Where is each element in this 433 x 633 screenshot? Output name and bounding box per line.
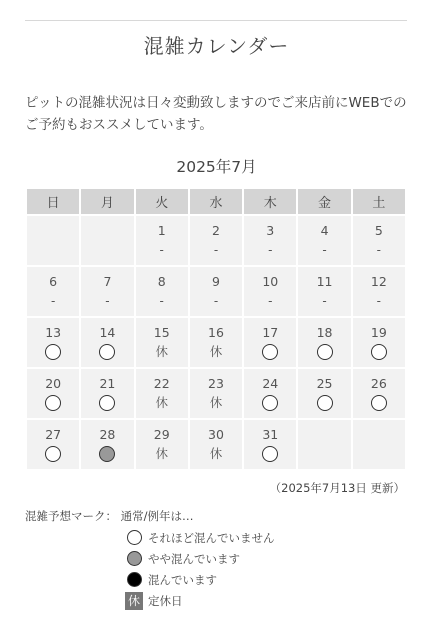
weekday-header-row (27, 189, 405, 214)
calendar-day-cell (27, 369, 79, 418)
congestion-mark (244, 394, 296, 412)
legend-text: 混んでいます (148, 572, 217, 587)
calendar-day-cell (244, 267, 296, 316)
updated-note: （2025年7月13日 更新） (269, 481, 405, 495)
calendar-day-cell (190, 420, 242, 469)
day-number: 17 (262, 324, 279, 340)
day-number: 28 (99, 426, 116, 442)
calendar-day-cell (190, 267, 242, 316)
congestion-mark (353, 394, 405, 412)
calendar-day-cell (244, 420, 296, 469)
legend-text: 定休日 (148, 593, 183, 608)
legend-mark (125, 592, 143, 610)
intro-text: ピットの混雑状況は日々変動致しますのでご来店前にWEBでのご予約もおススメしています。 (25, 95, 407, 133)
no-data-mark: - (376, 293, 382, 308)
not-crowded-icon (99, 344, 115, 360)
calendar-week-row (27, 216, 405, 265)
day-number: 14 (99, 324, 116, 340)
crowded-icon (127, 572, 142, 587)
calendar-day-cell (136, 420, 188, 469)
holiday-mark: 休 (155, 343, 168, 359)
not-crowded-icon (317, 344, 333, 360)
calendar-day-cell (353, 267, 405, 316)
legend-mark (125, 551, 143, 566)
legend-text: やや混んでいます (148, 551, 240, 566)
day-number: 9 (212, 273, 220, 289)
day-number: 8 (157, 273, 166, 289)
holiday-badge: 休 (125, 592, 143, 610)
calendar-week-row (27, 369, 405, 418)
congestion-mark (81, 343, 133, 361)
calendar-day-cell (81, 369, 133, 418)
calendar-day-cell (190, 216, 242, 265)
not-crowded-icon (371, 344, 387, 360)
congestion-mark (298, 394, 350, 412)
day-number: 27 (45, 426, 62, 442)
not-crowded-icon (371, 395, 387, 411)
calendar-day-cell (190, 318, 242, 367)
calendar-day-cell (27, 267, 79, 316)
legend-item (125, 527, 275, 548)
no-data-mark: - (213, 242, 219, 257)
day-number: 19 (370, 324, 387, 340)
day-number: 11 (316, 273, 333, 289)
holiday-mark: 休 (155, 394, 168, 410)
day-number: 7 (103, 273, 112, 289)
calendar-day-cell (27, 318, 79, 367)
no-data-mark: - (213, 293, 219, 308)
calendar-day-cell (353, 369, 405, 418)
day-number: 25 (316, 375, 333, 391)
day-number: 1 (157, 222, 166, 238)
calendar-body (27, 216, 405, 469)
no-data-mark: - (322, 293, 327, 308)
day-number: 24 (262, 375, 279, 391)
no-data-mark: - (159, 242, 164, 257)
congestion-mark (353, 343, 405, 361)
legend-label: 混雑予想マーク： 通常/例年は… (25, 509, 194, 523)
holiday-mark: 休 (209, 445, 223, 461)
day-number: 3 (266, 222, 275, 238)
not-crowded-icon (45, 446, 61, 462)
no-data-mark: - (105, 293, 110, 308)
calendar-empty-cell (27, 216, 79, 265)
not-crowded-icon (45, 395, 61, 411)
no-data-mark: - (50, 293, 56, 308)
calendar-week-row (27, 267, 405, 316)
calendar-day-cell (81, 420, 133, 469)
calendar-day-cell (136, 318, 188, 367)
legend-text: それほど混んでいません (148, 530, 275, 545)
no-data-mark: - (159, 293, 164, 308)
congestion-mark (244, 343, 296, 361)
legend-item (125, 569, 275, 590)
calendar-day-cell (353, 216, 405, 265)
day-number: 18 (316, 324, 333, 340)
not-crowded-icon (262, 446, 278, 462)
day-number: 13 (45, 324, 62, 340)
weekday-header: 月 (81, 189, 133, 214)
weekday-header: 金 (298, 189, 350, 214)
legend (125, 527, 275, 611)
congestion-mark (81, 445, 133, 463)
somewhat-crowded-icon (127, 551, 142, 566)
calendar-day-cell (298, 216, 350, 265)
not-crowded-icon (99, 395, 115, 411)
day-number: 22 (153, 375, 170, 391)
somewhat-crowded-icon (99, 446, 115, 462)
calendar-empty-cell (298, 420, 350, 469)
day-number: 23 (208, 375, 224, 391)
calendar-day-cell (298, 267, 350, 316)
congestion-mark (27, 394, 79, 412)
day-number: 31 (262, 426, 279, 442)
legend-mark (125, 572, 143, 587)
calendar-empty-cell (81, 216, 133, 265)
day-number: 16 (208, 324, 224, 340)
not-crowded-icon (127, 530, 142, 545)
month-label: 2025年7月 (176, 158, 257, 176)
congestion-mark (27, 445, 79, 463)
weekday-header: 日 (27, 189, 79, 214)
not-crowded-icon (317, 395, 333, 411)
day-number: 4 (320, 222, 329, 238)
calendar-week-row (27, 420, 405, 469)
calendar-day-cell (353, 318, 405, 367)
holiday-mark: 休 (209, 343, 223, 359)
calendar-day-cell (136, 216, 188, 265)
congestion-mark (244, 445, 296, 463)
day-number: 30 (208, 426, 224, 442)
legend-item (125, 590, 275, 611)
calendar-day-cell (244, 318, 296, 367)
weekday-header: 土 (353, 189, 405, 214)
calendar-day-cell (81, 318, 133, 367)
not-crowded-icon (45, 344, 61, 360)
day-number: 10 (262, 273, 279, 289)
day-number: 5 (374, 222, 383, 238)
not-crowded-icon (262, 395, 278, 411)
top-divider (25, 20, 407, 21)
congestion-mark (81, 394, 133, 412)
holiday-mark: 休 (155, 445, 168, 461)
congestion-mark (298, 343, 350, 361)
calendar-day-cell (136, 267, 188, 316)
legend-item (125, 548, 275, 569)
day-number: 2 (212, 222, 220, 238)
weekday-header: 水 (190, 189, 242, 214)
not-crowded-icon (262, 344, 278, 360)
calendar-day-cell (298, 369, 350, 418)
holiday-mark: 休 (209, 394, 223, 410)
day-number: 26 (370, 375, 387, 391)
calendar-week-row (27, 318, 405, 367)
no-data-mark: - (376, 242, 382, 257)
legend-mark (125, 530, 143, 545)
day-number: 20 (45, 375, 62, 391)
calendar-day-cell (244, 369, 296, 418)
day-number: 15 (153, 324, 170, 340)
weekday-header: 木 (244, 189, 296, 214)
calendar-day-cell (81, 267, 133, 316)
calendar-empty-cell (353, 420, 405, 469)
no-data-mark: - (268, 242, 273, 257)
no-data-mark: - (322, 242, 327, 257)
day-number: 12 (370, 273, 387, 289)
congestion-mark (27, 343, 79, 361)
calendar-day-cell (27, 420, 79, 469)
calendar-day-cell (298, 318, 350, 367)
calendar-day-cell (244, 216, 296, 265)
page-title: 混雑カレンダー (143, 34, 290, 58)
congestion-calendar (25, 187, 407, 471)
day-number: 21 (99, 375, 116, 391)
calendar-day-cell (190, 369, 242, 418)
weekday-header: 火 (136, 189, 188, 214)
day-number: 6 (49, 273, 58, 289)
day-number: 29 (153, 426, 170, 442)
calendar-day-cell (136, 369, 188, 418)
no-data-mark: - (268, 293, 273, 308)
